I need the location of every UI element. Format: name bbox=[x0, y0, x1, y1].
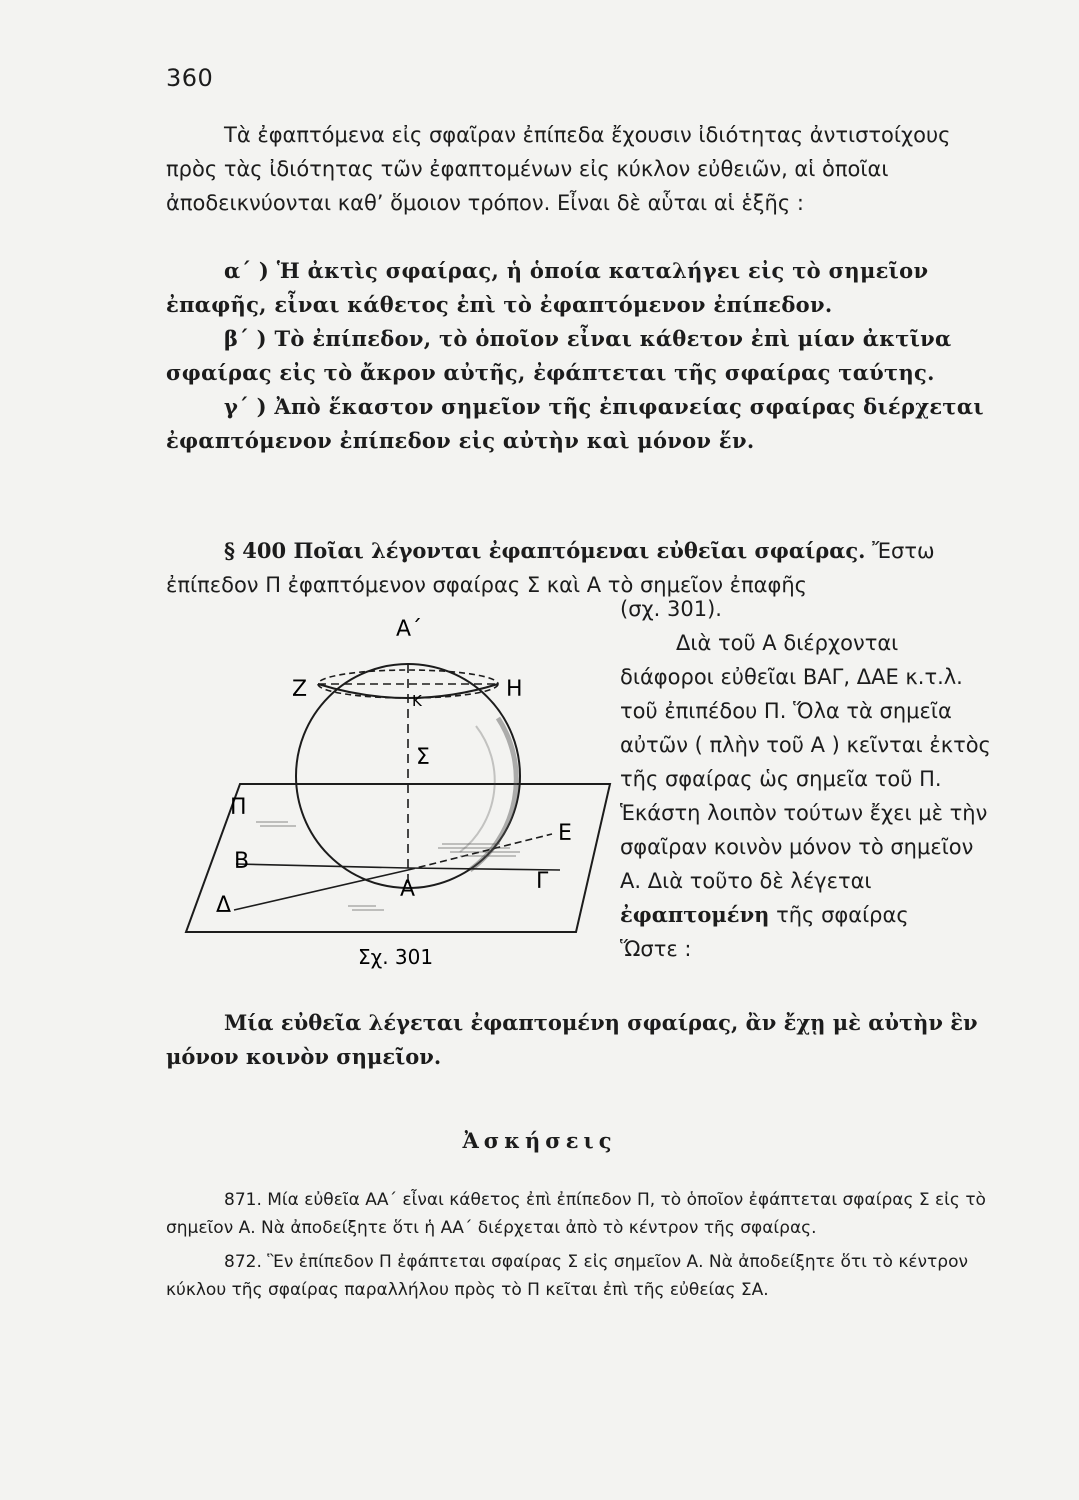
figure-caption: Σχ. 301 bbox=[358, 945, 434, 969]
label-sigma: Σ bbox=[416, 745, 430, 770]
label-a-prime: Α΄ bbox=[396, 617, 423, 642]
label-b: Β bbox=[234, 849, 250, 874]
exercises-title: Ἀσκήσεις bbox=[462, 1128, 617, 1153]
label-e: Ε bbox=[558, 821, 572, 846]
intro-block bbox=[166, 118, 992, 220]
intro-paragraph: Τὰ ἐφαπτόμενα εἰς σφαῖραν ἐπίπεδα ἔχουσιν ἰδιότητας ἀντιστοίχους πρὸς τὰς ἰδιότητας τῶν ἐφαπτομένων εἰς κύκλον εὐθειῶν, αἱ ὁποῖαι ἀποδεικνύονται καθ’ ὅμοιον τρόπον. Εἶναι δὲ αὗται αἱ ἑξῆς : bbox=[166, 123, 951, 215]
conclusion-definition: Μία εὐθεῖα λέγεται ἐφαπτομένη σφαίρας, ἂν ἔχῃ μὲ αὐτὴν ἓν μόνον κοινὸν σημεῖον. bbox=[166, 1010, 978, 1069]
section-400 bbox=[166, 534, 992, 602]
tangent-plane bbox=[186, 784, 610, 932]
section-text: Ἔστω ἐπίπεδον Π ἐφαπτόμενον σφαίρας Σ καὶ Α τὸ σημεῖον ἐπαφῆς bbox=[166, 539, 935, 597]
section-paragraph bbox=[166, 534, 992, 602]
side-paragraph bbox=[620, 626, 992, 966]
side-bold-term: ἐφαπτομένη bbox=[620, 902, 770, 927]
sphere-tangent-plane-diagram bbox=[180, 608, 620, 978]
section-heading: § 400 Ποῖαι λέγονται ἐφαπτόμεναι εὐθεῖαι σφαίρας. bbox=[224, 538, 866, 563]
property-beta: β΄ ) Τὸ ἐπίπεδον, τὸ ὁποῖον εἶναι κάθετον ἐπὶ μίαν ἀκτῖνα σφαίρας εἰς τὸ ἄκρον αὐτῆς, ἐφάπτεται τῆς σφαίρας ταύτης. bbox=[166, 326, 952, 385]
label-z: Ζ bbox=[292, 677, 308, 702]
label-gamma: Γ bbox=[536, 869, 549, 894]
side-final: Ὥστε : bbox=[620, 937, 692, 961]
label-delta: Δ bbox=[216, 893, 232, 918]
property-alpha: α΄ ) Ἡ ἀκτὶς σφαίρας, ἡ ὁποία καταλήγει εἰς τὸ σημεῖον ἐπαφῆς, εἶναι κάθετος ἐπὶ τὸ ἐφαπτόμενον ἐπίπεδον. bbox=[166, 258, 929, 317]
page-number: 360 bbox=[166, 64, 214, 92]
property-gamma: γ΄ ) Ἀπὸ ἕκαστον σημεῖον τῆς ἐπιφανείας σφαίρας διέρχεται ἐφαπτόμενον ἐπίπεδον εἰς αὐτὴν καὶ μόνον ἕν. bbox=[166, 394, 984, 453]
side-end: τῆς σφαίρας bbox=[776, 903, 909, 927]
figure-reference: (σχ. 301). bbox=[620, 597, 722, 621]
label-h: Η bbox=[506, 677, 523, 702]
figure-301 bbox=[180, 608, 620, 978]
label-pi: Π bbox=[230, 795, 247, 820]
exercise-871: 871. Μία εὐθεῖα ΑΑ΄ εἶναι κάθετος ἐπὶ ἐπίπεδον Π, τὸ ὁποῖον ἐφάπτεται σφαίρας Σ εἰς τὸ σημεῖον Α. Νὰ ἀποδείξητε ὅτι ἡ ΑΑ΄ διέρχεται ἀπὸ τὸ κέντρον τῆς σφαίρας. bbox=[166, 1190, 986, 1238]
line-ba bbox=[236, 864, 408, 868]
side-text: Διὰ τοῦ Α διέρχονται διάφοροι εὐθεῖαι ΒΑΓ, ΔΑΕ κ.τ.λ. τοῦ ἐπιπέδου Π. Ὅλα τὰ σημεῖα αὐτῶν ( πλὴν τοῦ Α ) κεῖνται ἐκτὸς τῆς σφαίρας ὡς σημεῖα τοῦ Π. Ἑκάστη λοιπὸν τούτων ἔχει μὲ τὴν σφαῖραν κοινὸν μόνον τὸ σημεῖον Α. Διὰ τοῦτο δὲ λέγεται bbox=[620, 631, 991, 893]
label-k: Κ bbox=[412, 692, 422, 710]
label-a: Α bbox=[400, 877, 416, 902]
line-da bbox=[234, 870, 408, 910]
exercises-list bbox=[166, 1186, 992, 1310]
properties-block bbox=[166, 254, 992, 458]
exercise-872: 872. Ἓν ἐπίπεδον Π ἐφάπτεται σφαίρας Σ εἰς σημεῖον Α. Νὰ ἀποδείξητε ὅτι τὸ κέντρον κύκλου τῆς σφαίρας παραλλήλου πρὸς τὸ Π κεῖται ἐπὶ τῆς εὐθείας ΣΑ. bbox=[166, 1252, 968, 1300]
